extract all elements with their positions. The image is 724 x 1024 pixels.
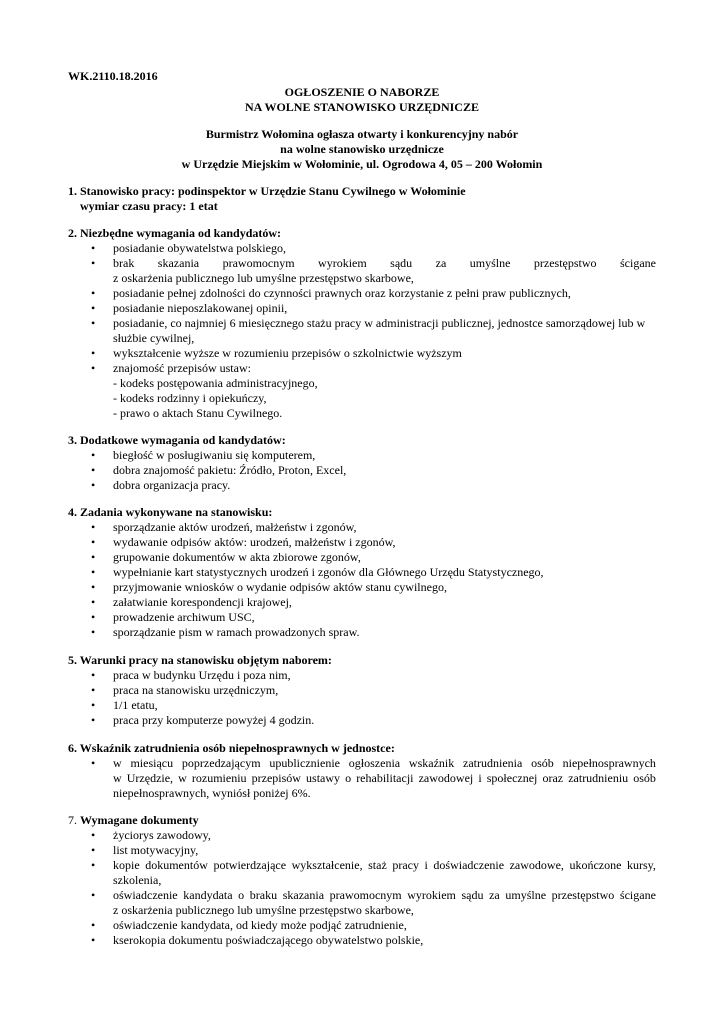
bullet-icon: • xyxy=(91,301,96,315)
s7-item-3-line-1: kopie dokumentów potwierdzające wykształcenie, staż pracy i doświadczenie zawodowe, ukończone kursy, xyxy=(113,858,656,872)
bullet-icon: • xyxy=(91,918,96,932)
s1-work-time: wymiar czasu pracy: 1 etat xyxy=(80,199,218,213)
s5-item-1: praca w budynku Urzędu i poza nim, xyxy=(113,668,291,682)
s2-item-7: znajomość przepisów ustaw: xyxy=(113,361,251,375)
s3-heading: 3. Dodatkowe wymagania od kandydatów: xyxy=(68,433,286,447)
bullet-icon: • xyxy=(91,756,96,770)
s2-item-7-sub-2: - kodeks rodzinny i opiekuńczy, xyxy=(113,391,267,405)
s2-item-5-line-2: służbie cywilnej, xyxy=(113,331,195,345)
s6-heading: 6. Wskaźnik zatrudnienia osób niepełnosprawnych w jednostce: xyxy=(68,741,395,755)
s3-item-2: dobra znajomość pakietu: Źródło, Proton, Excel, xyxy=(113,463,347,477)
s6-item-1-line-3: niepełnosprawnych, wyniósł poniżej 6%. xyxy=(113,786,311,800)
s2-item-7-sub-1: - kodeks postępowania administracyjnego, xyxy=(113,376,318,390)
s4-item-4: wypełnianie kart statystycznych urodzeń i zgonów dla Głównego Urzędu Statystycznego, xyxy=(113,565,544,579)
bullet-icon: • xyxy=(91,286,96,300)
s7-item-3-line-2: szkolenia, xyxy=(113,873,162,887)
s2-item-2-line-2: z oskarżenia publicznego lub umyślne przestępstwo skarbowe, xyxy=(113,271,414,285)
s3-item-3: dobra organizacja pracy. xyxy=(113,478,231,492)
bullet-icon: • xyxy=(91,550,96,564)
bullet-icon: • xyxy=(91,683,96,697)
s2-item-7-sub-3: - prawo o aktach Stanu Cywilnego. xyxy=(113,406,283,420)
bullet-icon: • xyxy=(91,565,96,579)
bullet-icon: • xyxy=(91,448,96,462)
bullet-icon: • xyxy=(91,463,96,477)
intro-line-2: na wolne stanowisko urzędnicze xyxy=(280,142,444,156)
bullet-icon: • xyxy=(91,535,96,549)
s4-item-5: przyjmowanie wniosków o wydanie odpisów aktów stanu cywilnego, xyxy=(113,580,447,594)
s5-item-3: 1/1 etatu, xyxy=(113,698,158,712)
bullet-icon: • xyxy=(91,828,96,842)
bullet-icon: • xyxy=(91,595,96,609)
bullet-icon: • xyxy=(91,478,96,492)
s7-item-6: kserokopia dokumentu poświadczającego obywatelstwo polskie, xyxy=(113,933,424,947)
s5-item-2: praca na stanowisku urzędniczym, xyxy=(113,683,279,697)
s7-item-4-line-1: oświadczenie kandydata o braku skazania prawomocnym wyrokiem sądu za umyślne przestępstwo ścigane xyxy=(113,888,656,902)
s7-item-1: życiorys zawodowy, xyxy=(113,828,211,842)
s5-item-4: praca przy komputerze powyżej 4 godzin. xyxy=(113,713,315,727)
s5-heading: 5. Warunki pracy na stanowisku objętym naborem: xyxy=(68,653,332,667)
s2-item-6: wykształcenie wyższe w rozumieniu przepisów o szkolnictwie wyższym xyxy=(113,346,462,360)
s1-position: 1. Stanowisko pracy: podinspektor w Urzędzie Stanu Cywilnego w Wołominie xyxy=(68,184,466,198)
bullet-icon: • xyxy=(91,580,96,594)
s7-item-2: list motywacyjny, xyxy=(113,843,199,857)
s4-heading: 4. Zadania wykonywane na stanowisku: xyxy=(68,505,273,519)
bullet-icon: • xyxy=(91,843,96,857)
s6-item-1-line-1: w miesiącu poprzedzającym upublicznienie ogłoszenia wskaźnik zatrudnienia osób niepełnosprawnych xyxy=(113,756,656,770)
bullet-icon: • xyxy=(91,858,96,872)
s4-item-8: sporządzanie pism w ramach prowadzonych spraw. xyxy=(113,625,360,639)
bullet-icon: • xyxy=(91,316,96,330)
s2-heading: 2. Niezbędne wymagania od kandydatów: xyxy=(68,226,282,240)
s4-item-6: załatwianie korespondencji krajowej, xyxy=(113,595,292,609)
s4-item-7: prowadzenie archiwum USC, xyxy=(113,610,255,624)
s4-item-1: sporządzanie aktów urodzeń, małżeństw i zgonów, xyxy=(113,520,357,534)
bullet-icon: • xyxy=(91,361,96,375)
s7-item-4-line-2: z oskarżenia publicznego lub umyślne przestępstwo skarbowe, xyxy=(113,903,414,917)
bullet-icon: • xyxy=(91,346,96,360)
s3-item-1: biegłość w posługiwaniu się komputerem, xyxy=(113,448,316,462)
reference-number: WK.2110.18.2016 xyxy=(68,69,158,83)
s4-item-3: grupowanie dokumentów w akta zbiorowe zgonów, xyxy=(113,550,361,564)
bullet-icon: • xyxy=(91,698,96,712)
bullet-icon: • xyxy=(91,241,96,255)
bullet-icon: • xyxy=(91,713,96,727)
bullet-icon: • xyxy=(91,610,96,624)
s2-item-3: posiadanie pełnej zdolności do czynności prawnych oraz korzystanie z pełni praw publicznych, xyxy=(113,286,571,300)
s7-item-5: oświadczenie kandydata, od kiedy może podjąć zatrudnienie, xyxy=(113,918,407,932)
title-line-2: NA WOLNE STANOWISKO URZĘDNICZE xyxy=(245,100,479,114)
s2-item-2-line-1: brak skazania prawomocnym wyrokiem sądu za umyślne przestępstwo ścigane xyxy=(113,256,656,270)
bullet-icon: • xyxy=(91,933,96,947)
s2-item-5-line-1: posiadanie, co najmniej 6 miesięcznego stażu pracy w administracji publicznej, jednostce samorządowej lub w xyxy=(113,316,646,330)
s6-item-1-line-2: w Urzędzie, w rozumieniu przepisów ustawy o rehabilitacji zawodowej i społecznej oraz zatrudnieniu osób xyxy=(113,771,656,785)
s2-item-4: posiadanie nieposzlakowanej opinii, xyxy=(113,301,288,315)
s4-item-2: wydawanie odpisów aktów: urodzeń, małżeństw i zgonów, xyxy=(113,535,396,549)
bullet-icon: • xyxy=(91,520,96,534)
bullet-icon: • xyxy=(91,668,96,682)
bullet-icon: • xyxy=(91,625,96,639)
bullet-icon: • xyxy=(91,256,96,270)
bullet-icon: • xyxy=(91,888,96,902)
intro-line-1: Burmistrz Wołomina ogłasza otwarty i konkurencyjny nabór xyxy=(205,127,519,141)
intro-line-3: w Urzędzie Miejskim w Wołominie, ul. Ogrodowa 4, 05 – 200 Wołomin xyxy=(181,157,543,171)
s7-heading: 7. Wymagane dokumenty xyxy=(68,813,199,827)
s2-item-1: posiadanie obywatelstwa polskiego, xyxy=(113,241,286,255)
title-line-1: OGŁOSZENIE O NABORZE xyxy=(284,85,440,99)
